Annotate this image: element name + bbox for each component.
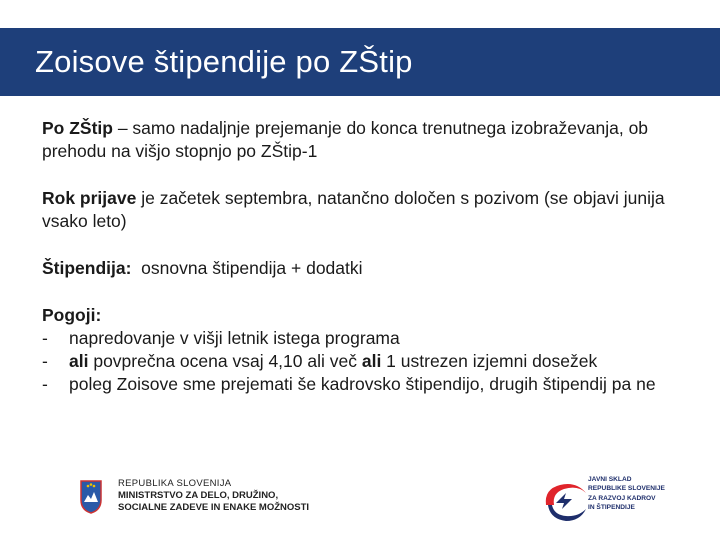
condition-text: napredovanje v višji letnik istega programa [69, 328, 400, 348]
condition-bold-or: ali [361, 351, 382, 371]
condition-text [69, 350, 597, 373]
bullet-dash: - [42, 374, 48, 394]
ministry-line: MINISTRSTVO ZA DELO, DRUŽINO, [118, 490, 279, 501]
paragraph-deadline-bold: Rok prijave [42, 188, 137, 208]
paragraph-deadline [42, 187, 692, 233]
ministry-text [118, 478, 309, 514]
paragraph-zstip-bold: Po ZŠtip [42, 118, 113, 138]
paragraph-scholarship-text: osnovna štipendija + dodatki [131, 258, 363, 278]
paragraph-zstip [42, 117, 692, 163]
conditions-block [42, 304, 692, 396]
conditions-heading: Pogoji: [42, 305, 102, 325]
fund-logo-icon [540, 475, 590, 525]
ministry-line: REPUBLIKA SLOVENIJA [118, 478, 232, 489]
paragraph-deadline-text: je začetek septembra, natančno določen s pozivom (se objavi junija vsako leto) [42, 188, 665, 231]
condition-text-part: 1 ustrezen izjemni dosežek [381, 351, 598, 371]
fund-line: JAVNI SKLAD [588, 476, 632, 483]
paragraph-scholarship [42, 257, 692, 280]
fund-text [588, 475, 665, 512]
fund-line: REPUBLIKE SLOVENIJE [588, 485, 665, 493]
fund-line: ZA RAZVOJ KADROV [588, 494, 656, 502]
slide-title: Zoisove štipendije po ZŠtip [35, 44, 413, 79]
paragraph-zstip-text: – samo nadaljnje prejemanje do konca trenutnega izobraževanja, ob prehodu na višjo stopnjo po ZŠtip-1 [42, 118, 649, 161]
condition-text: poleg Zoisove sme prejemati še kadrovsko štipendijo, drugih štipendij pa ne [69, 374, 656, 394]
slide-content [42, 117, 692, 396]
condition-bold-or: ali [69, 351, 89, 371]
condition-text-part: povprečna ocena vsaj 4,10 ali več [88, 351, 362, 371]
ministry-line: SOCIALNE ZADEVE IN ENAKE MOŽNOSTI [118, 502, 310, 513]
condition-item [42, 373, 692, 396]
fund-line: IN ŠTIPENDIJE [588, 503, 635, 511]
ministry-logo [80, 478, 309, 514]
paragraph-scholarship-bold: Štipendija: [42, 258, 132, 278]
bullet-dash: - [42, 351, 48, 371]
fund-logo [540, 475, 665, 525]
slovenia-crest-icon [80, 480, 102, 514]
condition-item [42, 327, 692, 350]
bullet-dash: - [42, 328, 48, 348]
condition-item [42, 350, 692, 373]
